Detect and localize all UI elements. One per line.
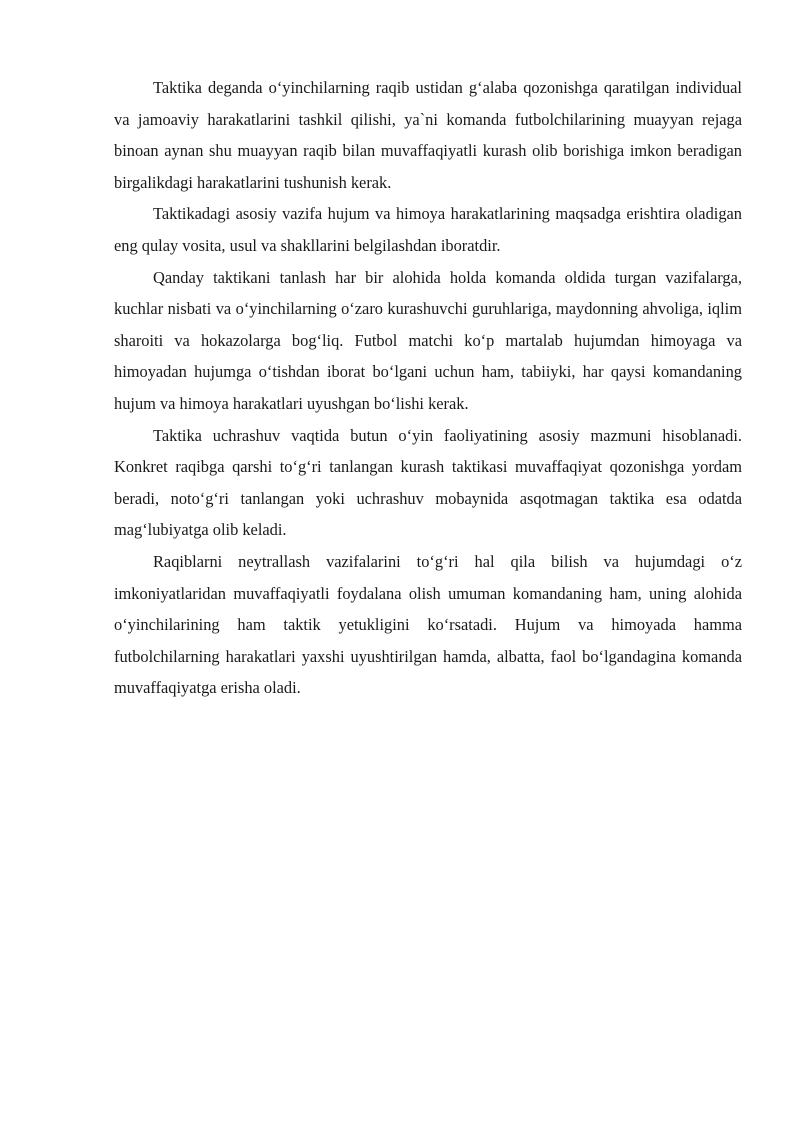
paragraph-3: Qanday taktikani tanlash har bir alohida holda komanda oldida turgan vazifalarga, kuchlar nisbati va o‘yinchilarning o‘zaro kurashuvchi guruhlariga, maydonning ahvoliga, iqlim sharoiti va hokazolarga bog‘liq. Futbol matchi ko‘p martalab hujumdan himoyaga va himoyadan hujumga o‘tishdan iborat bo‘lgani uchun ham, tabiiyki, har qaysi komandaning hujum va himoya harakatlari uyushgan bo‘lishi kerak. xyxy=(114,267,742,413)
paragraph-5: Raqiblarni neytrallash vazifalarini to‘g‘ri hal qila bilish va hujumdagi o‘z imkoniyatlaridan muvaffaqiyatli foydalana olish umuman komandaning ham, uning alohida o‘yinchilarining ham taktik yetukligini ko‘rsatadi. Hujum va himoyada hamma futbolchilarning harakatlari yaxshi uyushtirilgan hamda, albatta, faol bo‘lgandagina komanda muvaffaqiyatga erisha oladi. xyxy=(114,551,742,698)
body-text xyxy=(114,72,742,704)
paragraph-4: Taktika uchrashuv vaqtida butun o‘yin faoliyatining asosiy mazmuni hisoblanadi. Konkret raqibga qarshi to‘g‘ri tanlangan kurash taktikasi muvaffaqiyat qozonishga yordam beradi, noto‘g‘ri tanlangan yoki uchrashuv mobaynida asqotmagan taktika esa odatda mag‘lubiyatga olib keladi. xyxy=(114,425,742,540)
paragraph-1: Taktika deganda o‘yinchilarning raqib ustidan g‘alaba qozonishga qaratilgan individual va jamoaviy harakatlarini tashkil qilishi, ya`ni komanda futbolchilarining muayyan rejaga binoan aynan shu muayyan raqib bilan muvaffaqiyatli kurash olib borishiga imkon beradigan birgalikdagi harakatlarini tushunish kerak. xyxy=(114,78,742,192)
paragraph-2: Taktikadagi asosiy vazifa hujum va himoya harakatlarining maqsadga erishtira oladigan eng qulay vosita, usul va shakllarini belgilashdan iboratdir. xyxy=(114,204,742,255)
